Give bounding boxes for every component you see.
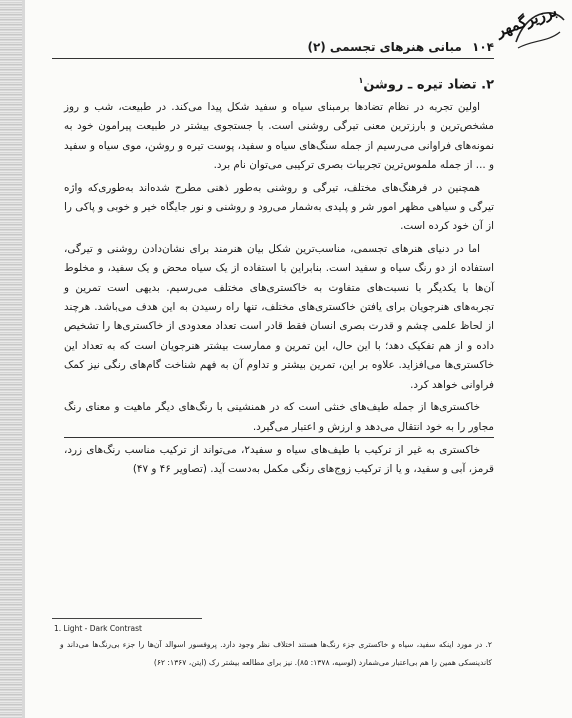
paragraph-3: اما در دنیای هنرهای تجسمی، مناسب‌ترین شکل بیان هنرمند برای نشان‌دادن روشنی و تیرگی، استفاده از دو رنگ سیاه و سفید است. بنابراین با استفاده از یک سیاه محض و یک سفید، و مخلوط آن‌ها با یکدیگر با نسبت‌های متفاوت به خاکستری‌های مختلف می‌رسیم. بدیهی است تمرین و تجربه‌های هنرجویان برای یافتن خاکستری‌های مختلف، تنها راه رسیدن به این هدف می‌باشد. هرچند از لحاظ علمی چشم و قدرت بصری انسان فقط قادر است تعداد معدودی از خاکستری‌ها را تشخیص داده و از هم تفکیک دهد؛ با این حال، این تمرین و ممارست بیشتر هنرجویان است که به تعداد این خاکستری‌ها می‌افزاید. علاوه بر این، تمرین بیشتر و تداوم آن به فهم شناخت گام‌های رنگی نیز کمک فراوانی خواهد کرد. [64, 242, 494, 391]
header-rule [52, 58, 494, 59]
footnote-latin: 1. Light - Dark Contrast [54, 624, 142, 633]
page-number: ۱۰۴ [472, 40, 494, 54]
section-heading-text: ۲. تضاد تیره ـ روشن [363, 77, 494, 93]
page-gutter-shadow [22, 0, 25, 718]
body-text [64, 98, 494, 483]
logo-text: برزیرگمهر [493, 1, 560, 41]
section-heading [358, 76, 494, 92]
page-binding-edge [0, 0, 22, 718]
paragraph-1: اولین تجربه در نظام تضادها برمبنای سیاه و سفید شکل پیدا می‌کند. در طبیعت، شب و روز مشخص‌ترین و بارزترین معنی تیرگی روشنی است. با جستجوی بیشتر در طبیعت پیرامون خود به نمونه‌های فراوانی می‌رسیم از جمله سنگ‌های سیاه و سفید، پوست تیره و روشن، موی سیاه و سفید و ... از جمله ملموس‌ترین تجربیات بصری ترکیبی می‌توان نام برد. [64, 101, 494, 172]
paragraph-5: خاکستری به غیر از ترکیب با طیف‌های سیاه و سفید۲، می‌تواند از ترکیب مناسب رنگ‌های زرد، قرمز، آبی و سفید، و یا از ترکیب زوج‌های رنگی مکمل به‌دست آید. (تصاویر ۴۶ و ۴۷) [64, 443, 494, 476]
footnote-rule [52, 618, 202, 619]
section-heading-footnote-ref: ۱ [358, 76, 364, 85]
running-header [307, 40, 494, 54]
publisher-logo [493, 1, 568, 56]
paragraph-2: همچنین در فرهنگ‌های مختلف، تیرگی و روشنی به‌طور ذهنی مطرح شده‌اند به‌طوری‌که واژه تیرگی و سیاهی مظهر امور شر و پلیدی به‌شمار می‌رود و روشنی و نور جایگاه خیر و خوبی و پاکی را از آن خود کرده است. [64, 181, 494, 233]
paragraph-4: خاکستری‌ها از جمله طیف‌های خنثی است که در همنشینی با رنگ‌های دیگر ماهیت و معنای رنگ مجاور را به خود انتقال می‌دهد و ارزش و اعتبار می‌گیرد. [64, 398, 494, 438]
book-title: مبانی هنرهای تجسمی (۲) [307, 40, 462, 54]
footnote-farsi: ۲. در مورد اینکه سفید، سیاه و خاکستری جزء رنگ‌ها هستند اختلاف نظر وجود دارد. پروفسور اسوالد آن‌ها را جزء بی‌رنگ‌ها می‌داند و کاندینسکی همین را هم بی‌اعتبار می‌شمارد (لوسیه، ۱۳۷۸: ۸۵). نیز برای مطالعه بیشتر رک (ایتن، ۱۳۶۷: ۶۲) [60, 640, 492, 667]
